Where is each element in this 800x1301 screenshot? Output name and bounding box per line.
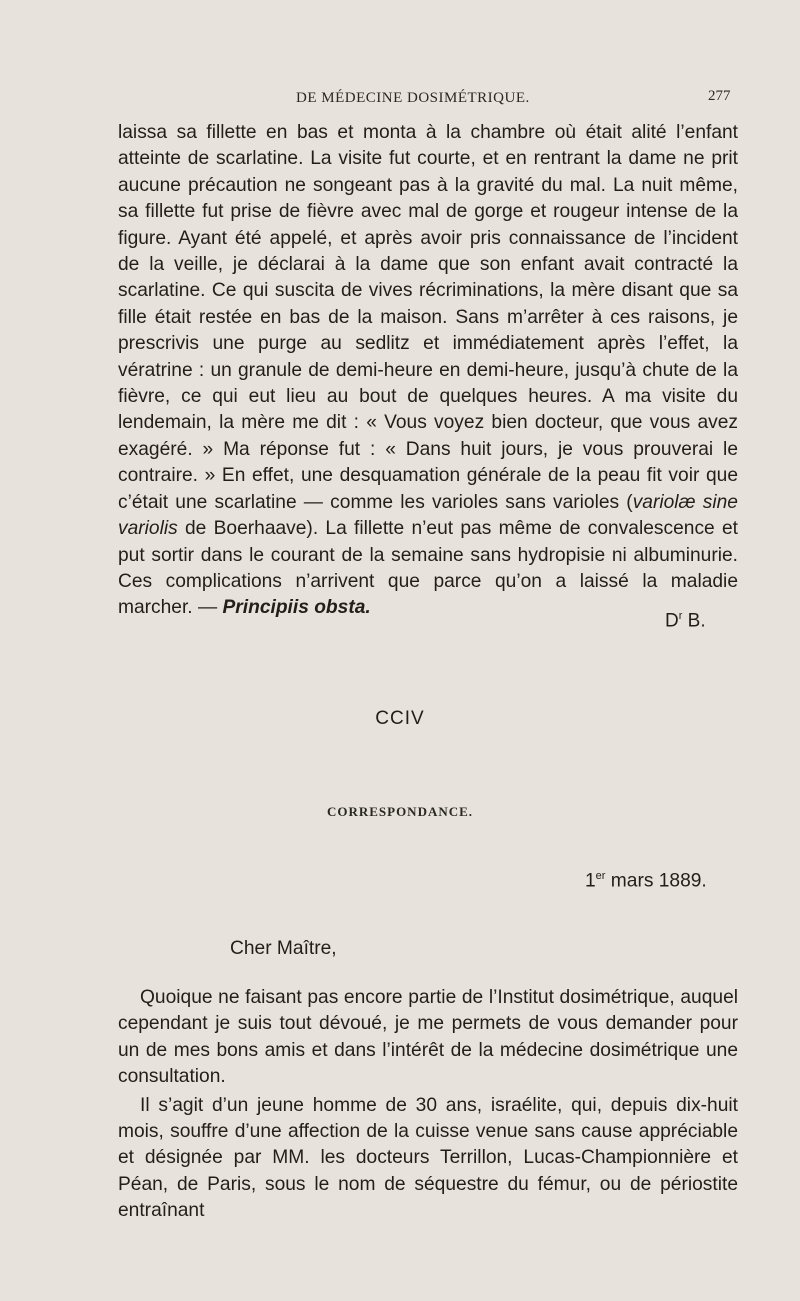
paragraph-text-part-b: de Boerhaave). La fillette n’eut pas même de convalescence et put sortir dans le courant de la semaine sans hydropisie ni albuminurie. Ces complications n’arrivent que parce qu’on a laissé la maladie marcher. — (118, 518, 738, 619)
date-superscript: er (595, 870, 606, 882)
paragraph-text (118, 120, 738, 622)
letter-body (118, 985, 738, 1227)
latin-phrase: variolæ sine variolis (118, 491, 738, 540)
section-title: CORRESPONDANCE. (326, 804, 474, 819)
signature-prefix: D (665, 610, 679, 632)
paragraph-text-part-a: laissa sa fillette en bas et monta à la chambre où était alité l’enfant atteinte de scarlatine. La visite fut courte, et en rentrant la dame ne prit aucune précaution ne songeant pas à la gravité du mal. La nuit même, sa fillette fut prise de fièvre avec mal de gorge et rougeur intense de la figure. Ayant été appelé, et après avoir pris connaissance de l’incident de la veille, je déclarai à la dame que son enfant avait contracté la scarlatine. Ce qui suscita de vives récriminations, la mère disant que sa fille était restée en bas de la maison. Sans m’arrêter à ces raisons, je prescrivis une purge au sedlitz et immédiatement après l’effet, la vératrine : un granule de demi-heure en demi-heure, jusqu’à chute de la fièvre, ce qui eut lieu au bout de quelques heures. A ma visite du lendemain, la mère me dit : « Vous voyez bien docteur, que vous avez exagéré. » Ma réponse fut : « Dans huit jours, je vous prouverai le contraire. » En effet, une desquamation générale de la peau fit voir que c’était une scarlatine — comme les varioles sans varioles ( (118, 122, 738, 513)
letter-salutation: Cher Maître, (230, 938, 337, 959)
letter-paragraph: Quoique ne faisant pas encore partie de l’Institut dosimétrique, auquel cependant je suis tout dévoué, je me permets de vous demander pour un de mes bons amis et dans l’intérêt de la médecine dosimétrique une consultation. (118, 987, 738, 1088)
letter-date (585, 870, 707, 892)
date-rest: mars 1889. (605, 870, 707, 892)
latin-maxim: Principiis obsta. (222, 597, 371, 619)
signature-initial: B. (682, 610, 706, 632)
letter-paragraph: Il s’agit d’un jeune homme de 30 ans, israélite, qui, depuis dix-huit mois, souffre d’une affection de la cuisse venue sans cause appréciable et désignée par MM. les docteurs Terrillon, Lucas-Championnière et Péan, de Paris, sous le nom de séquestre du fémur, ou de périostite entraînant (118, 1094, 738, 1222)
case-report-paragraph (118, 120, 738, 622)
running-title: DE MÉDECINE DOSIMÉTRIQUE. (296, 90, 530, 106)
section-number: CCIV (375, 708, 425, 729)
author-signature (665, 610, 706, 632)
signature-superscript: r (678, 610, 683, 622)
page-number: 277 (708, 88, 731, 104)
date-day: 1 (585, 870, 596, 892)
